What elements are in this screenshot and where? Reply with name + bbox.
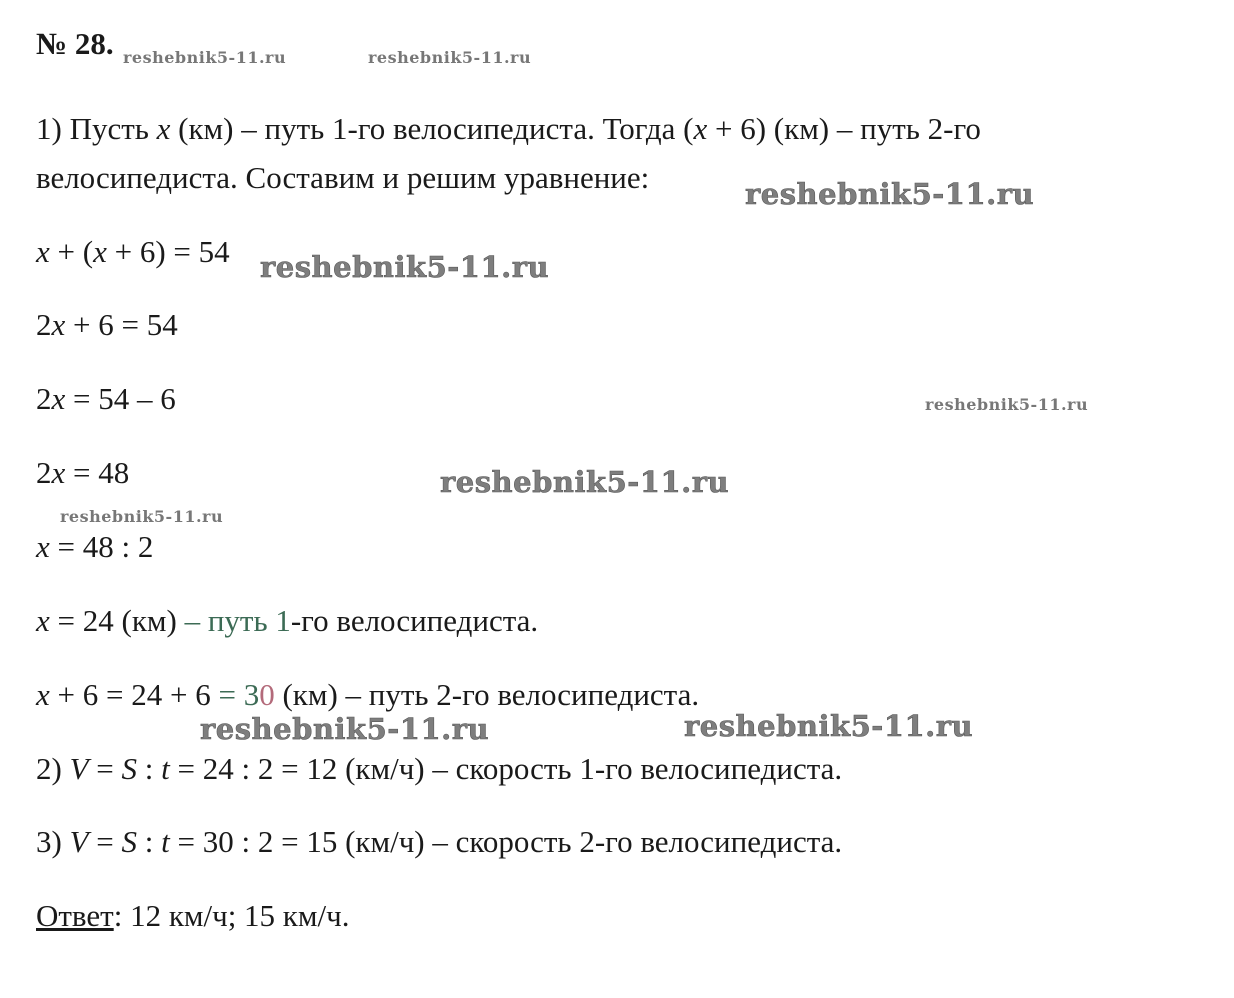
watermark: reshebnik5-11.ru — [260, 250, 550, 284]
step1-intro-line1: 1) Пусть x (км) – путь 1-го велосипедиста. Тогда (x + 6) (км) – путь 2-го — [36, 111, 981, 146]
watermark: reshebnik5-11.ru — [684, 709, 974, 743]
answer-line — [36, 900, 349, 931]
equation-5: x = 48 : 2 — [36, 529, 154, 564]
equation-1: x + (x + 6) = 54 — [36, 234, 230, 269]
answer-label: Ответ — [36, 898, 114, 933]
equation-6: x = 24 (км) – путь 1-го велосипедиста. — [36, 603, 539, 638]
watermark: reshebnik5-11.ru — [200, 712, 490, 746]
watermark: reshebnik5-11.ru — [123, 48, 287, 67]
watermark: reshebnik5-11.ru — [60, 507, 224, 526]
problem-number: № 28. — [36, 26, 114, 61]
watermark: reshebnik5-11.ru — [925, 395, 1089, 414]
equation-3: 2x = 54 – 6 — [36, 381, 176, 416]
equation-4: 2x = 48 — [36, 455, 130, 490]
step2-line: 2) V = S : t = 24 : 2 = 12 (км/ч) – скорость 1-го велосипедиста. — [36, 751, 843, 786]
step3-line: 3) V = S : t = 30 : 2 = 15 (км/ч) – скорость 2-го велосипедиста. — [36, 824, 843, 859]
equation-7: x + 6 = 24 + 6 = 30 (км) – путь 2-го велосипедиста. — [36, 677, 700, 712]
watermark: reshebnik5-11.ru — [745, 177, 1035, 211]
answer-text: : 12 км/ч; 15 км/ч. — [113, 898, 350, 933]
watermark: reshebnik5-11.ru — [368, 48, 532, 67]
step1-intro-line2: велосипедиста. Составим и решим уравнение: — [36, 160, 650, 195]
equation-2: 2x + 6 = 54 — [36, 307, 178, 342]
watermark: reshebnik5-11.ru — [440, 465, 730, 499]
